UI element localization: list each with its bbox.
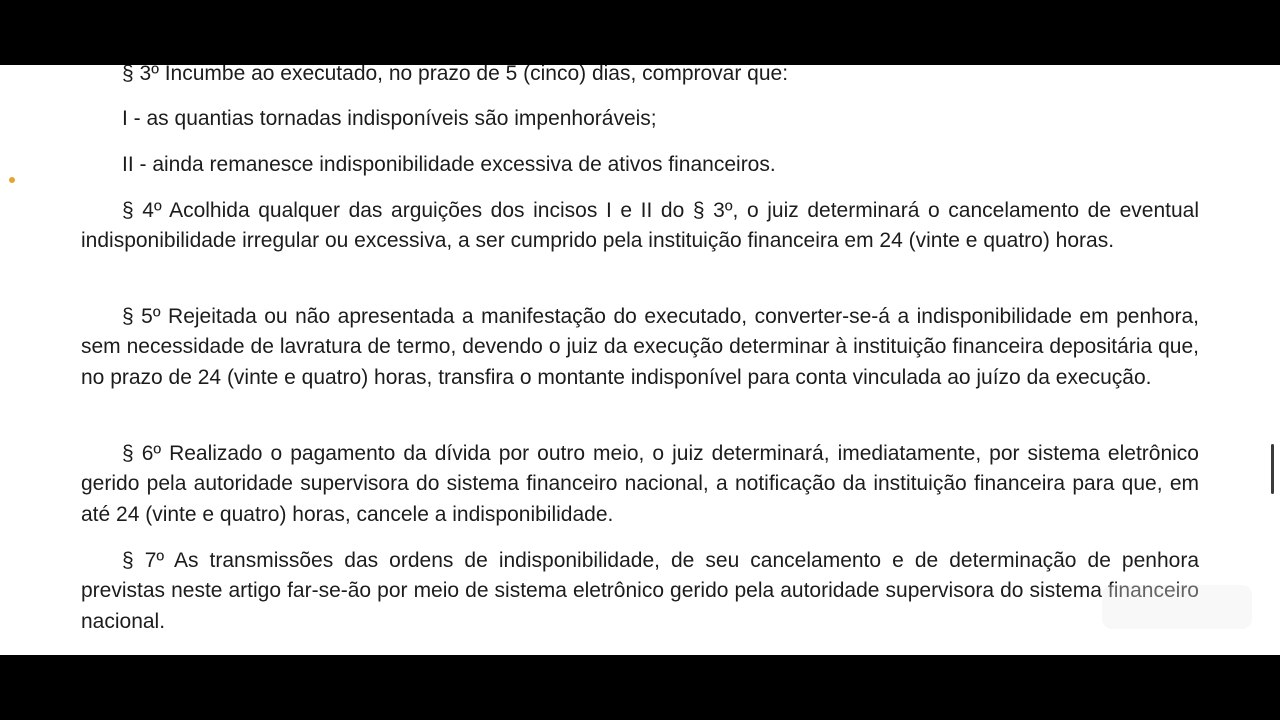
paragraph-6: § 6º Realizado o pagamento da dívida por outro meio, o juiz determinará, imediatamente, por sistema eletrônico gerido pela autoridade supervisora do sistema financeiro nacional, a notificação da instituição financeira para que, em até 24 (vinte e quatro) horas, cancele a indisponibilidade. — [81, 442, 1199, 526]
paragraph-4: § 4º Acolhida qualquer das arguições dos incisos I e II do § 3º, o juiz determinará o cancelamento de eventual indisponibilidade irregular ou excessiva, a ser cumprido pela instituição financeira em 24 (vinte e quatro) horas. — [81, 199, 1199, 253]
paragraph-3: § 3º Incumbe ao executado, no prazo de 5 (cinco) dias, comprovar que: — [122, 65, 789, 85]
paragraph-7: § 7º As transmissões das ordens de indisponibilidade, de seu cancelamento e de determinação de penhora previstas neste artigo far-se-ão por meio de sistema eletrônico gerido pela autoridade supervisora do sistema financeiro nacional. — [81, 549, 1199, 633]
paragraph-5: § 5º Rejeitada ou não apresentada a manifestação do executado, converter-se-á a indisponibilidade em penhora, sem necessidade de lavratura de termo, devendo o juiz da execução determinar à instituição financeira depositária que, no prazo de 24 (vinte e quatro) horas, transfira o montante indisponível para conta vinculada ao juízo da execução. — [81, 305, 1199, 389]
faded-watermark — [1102, 585, 1252, 629]
scrollbar-thumb[interactable] — [1271, 444, 1274, 494]
paragraph-inciso-1: I - as quantias tornadas indisponíveis são impenhoráveis; — [122, 107, 657, 130]
document-page — [0, 65, 1280, 655]
cursor-marker-dot — [9, 177, 15, 183]
paragraph-inciso-2: II - ainda remanesce indisponibilidade excessiva de ativos financeiros. — [122, 153, 776, 176]
